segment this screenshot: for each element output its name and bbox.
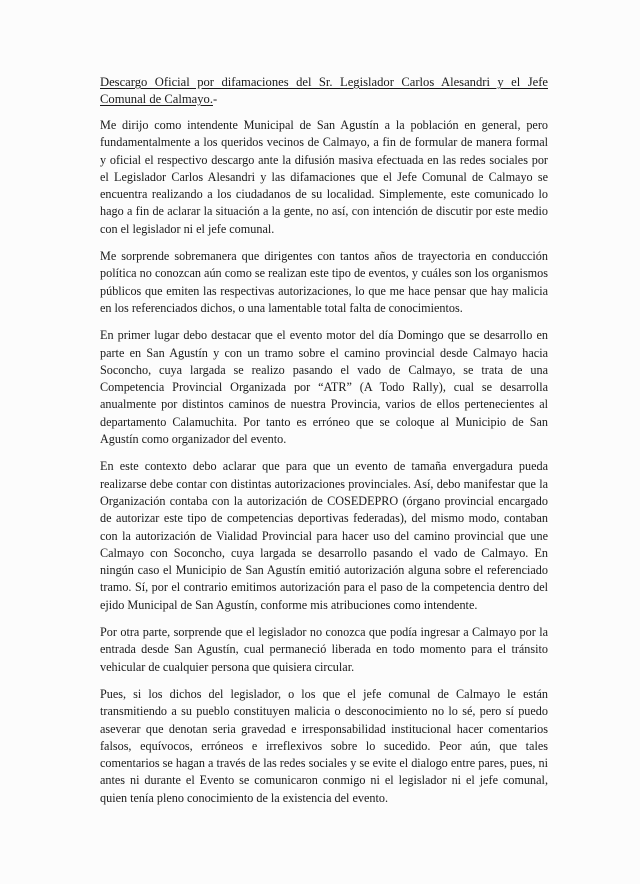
paragraph-1: Me dirijo como intendente Municipal de San Agustín a la población en general, pero fundamentalmente a los queridos vecinos de Calmayo, a fin de formular de manera formal y oficial el respectivo descargo ante la difusión masiva efectuada en las redes sociales por el Legislador Carlos Alesandri y las difamaciones que el Jefe Comunal de Calmayo se encuentra realizando a los ciudadanos de su localidad. Simplemente, este comunicado lo hago a fin de aclarar la situación a la gente, no así, con intención de discutir por este medio con el legislador ni el jefe comunal.	[100, 118, 548, 236]
document-title-text: Descargo Oficial por difamaciones del Sr. Legislador Carlos Alesandri y el Jefe Comunal de Calmayo.	[100, 75, 548, 106]
document-title-suffix: -	[212, 92, 218, 106]
paragraph-4: En este contexto debo aclarar que para que un evento de tamaña envergadura pueda realizarse debe contar con distintas autorizaciones provinciales. Así, debo manifestar que la Organización contaba con la autorización de COSEDEPRO (órgano provincial encargado de autorizar este tipo de competencias deportivas federadas), del mismo modo, contaban con la autorización de Vialidad Provincial para hacer uso del camino provincial que une Calmayo con Soconcho, cuya largada se desarrollo pasando el vado de Calmayo. En ningún caso el Municipio de San Agustín emitió autorización alguna sobre el referenciado tramo. Sí, por el contrario emitimos autorización para el paso de la competencia dentro del ejido Municipal de San Agustín, conforme mis atribuciones como intendente.	[100, 459, 548, 612]
paragraph-3: En primer lugar debo destacar que el evento motor del día Domingo que se desarrollo en parte en San Agustín y con un tramo sobre el camino provincial desde Calmayo hacia Soconcho, cuya largada se realizo pasando el vado de Calmayo, se trata de una Competencia Provincial Organizada por “ATR” (A Todo Rally), cual se desarrolla anualmente por distintos caminos de nuestra Provincia, varios de ellos pertenecientes al departamento Calamuchita. Por tanto es erróneo que se coloque al Municipio de San Agustín como organizador del evento.	[100, 328, 548, 447]
document-title	[100, 74, 548, 108]
paragraph-5: Por otra parte, sorprende que el legislador no conozca que podía ingresar a Calmayo por la entrada desde San Agustín, cual permaneció liberada en todo momento para el tránsito vehicular de cualquier persona que quisiera circular.	[100, 625, 548, 674]
paragraph-2: Me sorprende sobremanera que dirigentes con tantos años de trayectoria en conducción política no conozcan aún como se realizan este tipo de eventos, y cuáles son los organismos públicos que emiten las respectivas autorizaciones, lo que me hace pensar que hay malicia en los referenciados dichos, o una lamentable total falta de conocimientos.	[100, 249, 548, 315]
paragraph-6: Pues, si los dichos del legislador, o los que el jefe comunal de Calmayo le están transmitiendo a su pueblo constituyen malicia o desconocimiento no lo sé, pero sí puedo aseverar que denotan seria gravedad e irresponsabilidad institucional hacer comentarios falsos, equívocos, erróneos e irreflexivos sobre lo sucedido. Peor aún, que tales comentarios se hagan a través de las redes sociales y se evite el dialogo entre pares, pues, ni antes ni durante el Evento se comunicaron conmigo ni el legislador ni el jefe comunal, quien tenía pleno conocimiento de la existencia del evento.	[100, 686, 548, 805]
